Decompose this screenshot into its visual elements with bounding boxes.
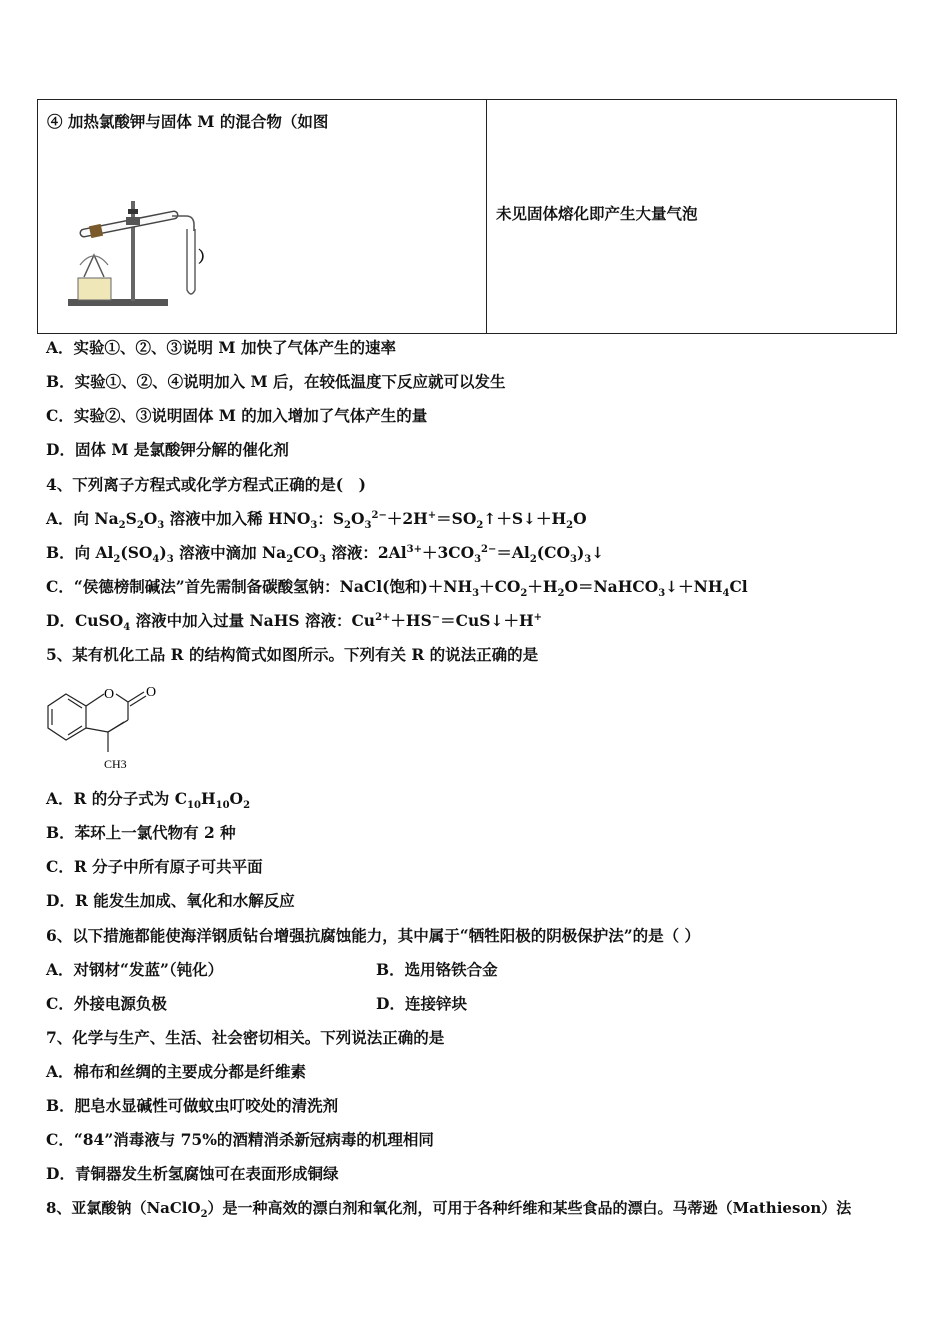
q7-stem: 7、化学与生产、生活、社会密切相关。下列说法正确的是 bbox=[46, 1028, 445, 1047]
q4-b-prefix: B．向 Al bbox=[46, 543, 114, 562]
experiment-cell-observation bbox=[487, 100, 897, 334]
q4-option-c[interactable]: C．“侯德榜制碱法”首先需制备碳酸氢钠：NaCl(饱和)$+NH_3+CO_2+H_2O=NaHCO_3↓+NH_4Cl$ bbox=[46, 577, 748, 600]
q4-stem: 4、下列离子方程式或化学方程式正确的是( ) bbox=[46, 475, 366, 494]
q5-option-b[interactable]: B．苯环上一氯代物有 2 种 bbox=[46, 823, 236, 842]
methyl-label: CH3 bbox=[104, 757, 127, 771]
q3-option-a[interactable]: A．实验①、②、③说明 M 加快了气体产生的速率 bbox=[46, 338, 396, 357]
q8-stem: 8、亚氯酸钠（NaClO$_2$）是一种高效的漂白剂和氧化剂，可用于各种纤维和某些食品的漂白。马蒂逊（Mathieson）法 bbox=[46, 1199, 852, 1220]
q3-option-c[interactable]: C．实验②、③说明固体 M 的加入增加了气体产生的量 bbox=[46, 406, 428, 425]
q6-option-d[interactable]: D．连接锌块 bbox=[376, 994, 467, 1013]
observation-text: 未见固体熔化即产生大量气泡 bbox=[496, 204, 698, 223]
experiment-cell-procedure bbox=[38, 100, 487, 334]
q7-option-b[interactable]: B．肥皂水显碱性可做蚊虫叮咬处的清洗剂 bbox=[46, 1096, 339, 1115]
q3-option-d[interactable]: D．固体 M 是氯酸钾分解的催化剂 bbox=[46, 440, 289, 459]
q4-a-prefix: A．向 Na bbox=[46, 509, 119, 528]
q4-c-text: C．“侯德榜制碱法”首先需制备碳酸氢钠：NaCl(饱和)＋NH bbox=[46, 577, 473, 596]
q8-stem-part1: 8、亚氯酸钠（NaClO bbox=[46, 1199, 201, 1217]
procedure-text: ④ 加热氯酸钾与固体 M 的混合物（如图 bbox=[47, 112, 329, 131]
q3-option-b[interactable]: B．实验①、②、④说明加入 M 后，在较低温度下反应就可以发生 bbox=[46, 372, 506, 391]
q5-option-d[interactable]: D．R 能发生加成、氧化和水解反应 bbox=[46, 891, 295, 910]
q5-option-a[interactable]: A．R 的分子式为 $C_{10}H_{10}O_2$ bbox=[46, 789, 251, 812]
q5-stem: 5、某有机化工品 R 的结构简式如图所示。下列有关 R 的说法正确的是 bbox=[46, 645, 539, 664]
carbonyl-oxygen-label: O bbox=[146, 685, 157, 700]
coumarin-structure-figure bbox=[44, 680, 174, 775]
q6-option-a[interactable]: A．对钢材“发蓝”（钝化） bbox=[46, 960, 224, 979]
q4-option-b[interactable]: B．向 $Al_2(SO_4)_3$ 溶液中滴加 $Na_2CO_3$ 溶液：$2Al^{3+}+3CO_3^{2-}=Al_2(CO_3)_3↓$ bbox=[46, 543, 605, 566]
q6-option-c[interactable]: C．外接电源负极 bbox=[46, 994, 167, 1013]
experiment-table bbox=[37, 99, 897, 334]
q7-option-c[interactable]: C．“84”消毒液与 75%的酒精消杀新冠病毒的机理相同 bbox=[46, 1130, 434, 1149]
ring-oxygen-label: O bbox=[104, 687, 115, 702]
q7-option-d[interactable]: D．青铜器发生析氢腐蚀可在表面形成铜绿 bbox=[46, 1164, 339, 1183]
q6-stem: 6、以下措施都能使海洋钢质钻台增强抗腐蚀能力，其中属于“牺牲阳极的阴极保护法”的是（ ） bbox=[46, 926, 701, 945]
heating-apparatus-figure bbox=[66, 195, 201, 315]
procedure-close-paren: ） bbox=[198, 247, 214, 266]
q4-option-a[interactable]: A．向 $Na_2S_2O_3$ 溶液中加入稀 $HNO_3$：$S_2O_3^{2-}+2H^+=SO_2↑+S↓+H_2O$ bbox=[46, 509, 587, 532]
q8-stem-part2: ）是一种高效的漂白剂和氧化剂，可用于各种纤维和某些食品的漂白。马蒂逊（Mathieson）法 bbox=[207, 1199, 852, 1217]
q6-option-b[interactable]: B．选用铬铁合金 bbox=[376, 960, 498, 979]
q4-d-prefix: D．CuSO bbox=[46, 611, 124, 630]
q4-option-d[interactable]: D．CuSO$_4$ 溶液中加入过量 NaHS 溶液：$Cu^{2+}+HS^-=CuS↓+H^+$ bbox=[46, 611, 542, 634]
q5-option-c[interactable]: C．R 分子中所有原子可共平面 bbox=[46, 857, 263, 876]
q7-option-a[interactable]: A．棉布和丝绸的主要成分都是纤维素 bbox=[46, 1062, 307, 1081]
